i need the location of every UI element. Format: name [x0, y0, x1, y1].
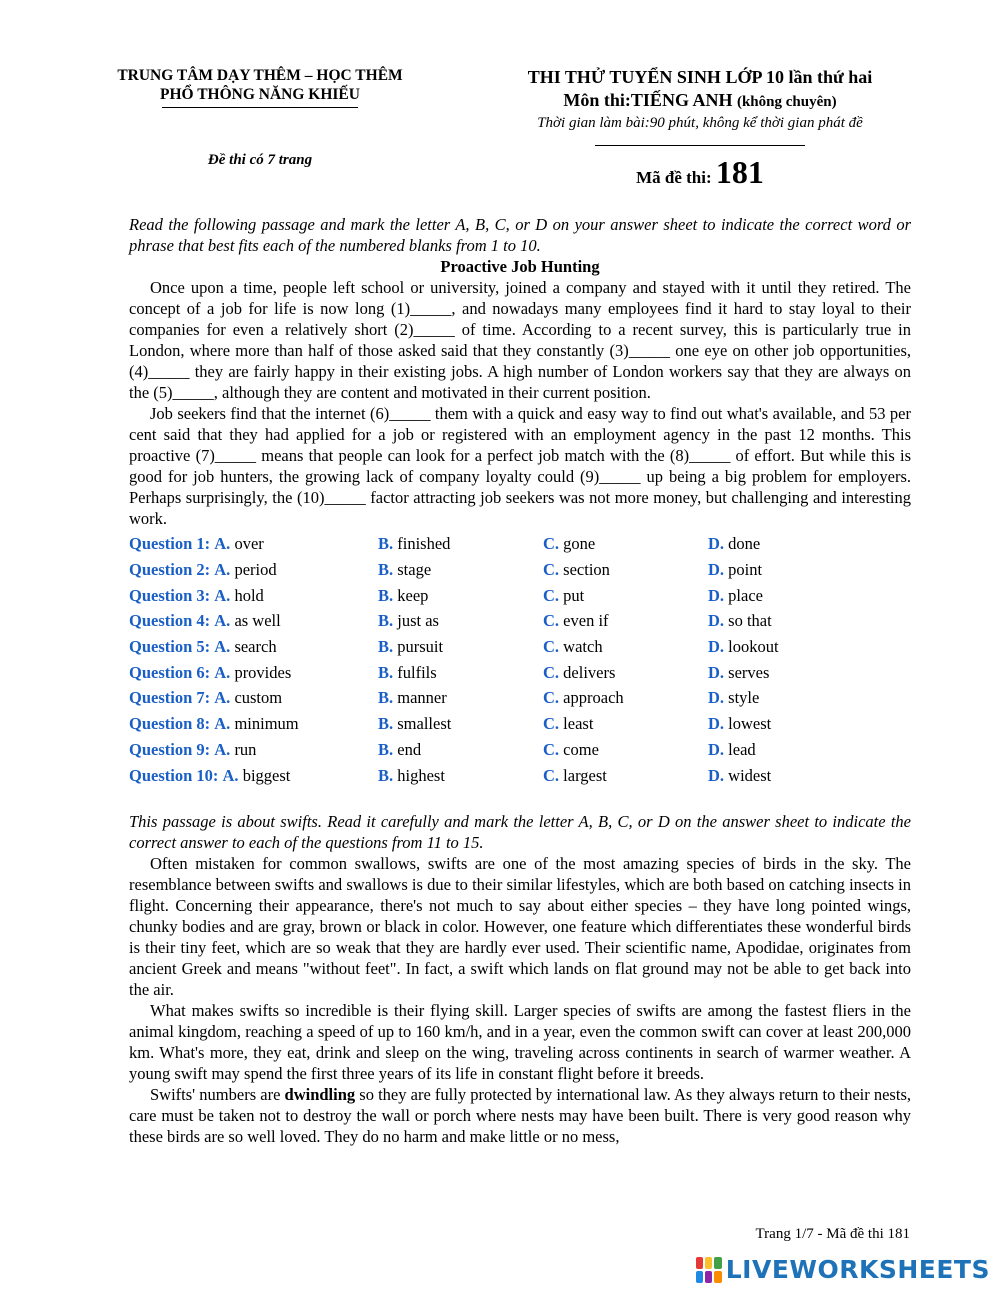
question-label: Question 6:	[129, 662, 211, 682]
option-text: custom	[234, 688, 283, 708]
option-c[interactable]	[543, 559, 708, 580]
option-a[interactable]	[129, 713, 378, 734]
option-text: stage	[397, 560, 432, 580]
option-b[interactable]	[378, 610, 543, 631]
question-label: Question 9:	[129, 739, 211, 759]
option-letter: C.	[543, 714, 560, 734]
question-row	[129, 531, 911, 557]
question-row	[129, 762, 911, 788]
question-row	[129, 685, 911, 711]
question-row	[129, 737, 911, 763]
option-text: just as	[397, 611, 439, 631]
option-letter: A.	[214, 714, 231, 734]
option-letter: B.	[378, 662, 394, 682]
question-label: Question 7:	[129, 688, 211, 708]
option-letter: A.	[214, 585, 231, 605]
option-text: largest	[563, 765, 607, 785]
exam-header	[480, 66, 920, 146]
option-letter: B.	[378, 560, 394, 580]
option-letter: B.	[378, 611, 394, 631]
option-b[interactable]	[378, 687, 543, 708]
exam-time: Thời gian làm bài:90 phút, không kể thời gian phát đề	[537, 115, 863, 131]
option-a[interactable]	[129, 533, 378, 554]
option-c[interactable]	[543, 713, 708, 734]
school-name-line2: PHỔ THÔNG NĂNG KHIẾU	[160, 86, 360, 103]
question-label: Question 2:	[129, 560, 211, 580]
option-letter: D.	[708, 714, 725, 734]
section1-instruction: Read the following passage and mark the letter A, B, C, or D on your answer sheet to indicate the correct word or phrase that best fits each of the numbered blanks from 1 to 10.	[129, 215, 911, 255]
option-d[interactable]	[708, 559, 908, 580]
option-b[interactable]	[378, 559, 543, 580]
option-text: put	[563, 585, 585, 605]
question-row	[129, 711, 911, 737]
option-d[interactable]	[708, 585, 908, 606]
option-letter: C.	[543, 688, 560, 708]
exam-content	[129, 214, 911, 1147]
option-text: lead	[728, 739, 756, 759]
option-text: search	[234, 637, 277, 657]
passage1-paragraph2: Job seekers find that the internet (6)_____ them with a quick and easy way to find out what's available, and 53 per cent said that they had applied for a job or registered with an employment agency in the past 12 months. This proactive (7)_____ means that people can look for a perfect job match with the (8)_____ of effort. But while this is good for job hunters, the growing lack of company loyalty could (9)_____ up being a big problem for employers. Perhaps surprisingly, the (10)_____ factor attracting job seekers was not more money, but challenging and interesting work.	[129, 404, 911, 528]
logo-tile	[696, 1257, 703, 1269]
option-text: gone	[563, 534, 596, 554]
option-letter: D.	[708, 637, 725, 657]
option-letter: D.	[708, 765, 725, 785]
section2-instruction: This passage is about swifts. Read it carefully and mark the letter A, B, C, or D on the answer sheet to indicate the correct answer to each of the questions from 11 to 15.	[129, 811, 911, 852]
option-text: lookout	[728, 637, 779, 657]
exam-code-label: Mã đề thi:	[636, 168, 716, 187]
option-letter: B.	[378, 534, 394, 554]
option-text: point	[728, 560, 763, 580]
option-letter: C.	[543, 611, 560, 631]
passage2-paragraph2: What makes swifts so incredible is their flying skill. Larger species of swifts are among the fastest fliers in the animal kingdom, reaching a speed of up to 160 km/h, and in a year, even the common swift can cover at least 200,000 km. What's more, they eat, drink and sleep on the wing, traveling across continents in search of warmer weather. A young swift may spend the first three years of its life in constant flight before it breeds.	[129, 1000, 911, 1083]
option-letter: A.	[214, 688, 231, 708]
option-a[interactable]	[129, 559, 378, 580]
option-text: least	[563, 714, 594, 734]
option-letter: A.	[214, 611, 231, 631]
option-text: even if	[563, 611, 609, 631]
option-text: done	[728, 534, 761, 554]
question-label: Question 1:	[129, 534, 211, 554]
option-letter: D.	[708, 560, 725, 580]
question-label: Question 4:	[129, 611, 211, 631]
option-text: run	[234, 739, 257, 759]
option-a[interactable]	[129, 636, 378, 657]
option-letter: A.	[214, 637, 231, 657]
passage2-paragraph1: Often mistaken for common swallows, swifts are one of the most amazing species of birds in the sky. The resemblance between swifts and swallows is due to their similar lifestyles, which are both based on catching insects in flight. Concerning their appearance, there's not much to say about either species – they have long pointed wings, chunky bodies and are gray, brown or black in color. However, one feature which differentiates these wonderful birds is their tiny feet, which are so weak that they are hardly ever used. Their scientific name, Apodidae, originates from ancient Greek and means "without feet". In fact, a swift which lands on flat ground may not be able to get back into the air.	[129, 853, 911, 999]
option-text: place	[728, 585, 763, 605]
option-b[interactable]	[378, 765, 543, 786]
liveworksheets-brand[interactable]	[696, 1255, 990, 1284]
option-text: pursuit	[397, 637, 444, 657]
option-letter: A.	[222, 765, 239, 785]
option-text: so that	[728, 611, 772, 631]
option-text: finished	[397, 534, 451, 554]
option-text: period	[234, 560, 277, 580]
option-d[interactable]	[708, 533, 908, 554]
option-text: minimum	[234, 714, 299, 734]
option-text: fulfils	[397, 662, 437, 682]
passage1-paragraph1: Once upon a time, people left school or university, joined a company and stayed with it until they retired. The concept of a job for life is now long (1)_____, and nowadays many employees find it hard to stay loyal to their companies for even a relatively short (2)_____ of time. According to a recent survey, this is particularly true in London, where more than half of those asked said that they constantly (3)_____ one eye on other job opportunities, (4)_____ they are fairly happy in their existing jobs. A high number of London workers say that they are always on the (5)_____, although they are content and motivated in their current position.	[129, 278, 911, 402]
option-b[interactable]	[378, 662, 543, 683]
option-letter: B.	[378, 739, 394, 759]
option-b[interactable]	[378, 739, 543, 760]
option-letter: B.	[378, 765, 394, 785]
option-a[interactable]	[129, 739, 378, 760]
question-label: Question 8:	[129, 714, 211, 734]
option-c[interactable]	[543, 662, 708, 683]
option-letter: D.	[708, 534, 725, 554]
option-text: hold	[234, 585, 264, 605]
option-c[interactable]	[543, 585, 708, 606]
paragraph3-rest: so they are fully protected by international law. As they always return to their nests, care must be taken not to destroy the wall or porch where nests may have been built. There is very good reason why these birds are so well loved. They do no harm and make little or no mess,	[129, 1084, 911, 1146]
option-c[interactable]	[543, 687, 708, 708]
option-letter: A.	[214, 560, 231, 580]
question-row	[129, 659, 911, 685]
option-a[interactable]	[129, 765, 378, 786]
option-text: provides	[234, 662, 292, 682]
option-letter: A.	[214, 662, 231, 682]
school-name-line1: TRUNG TÂM DẠY THÊM – HỌC THÊM	[117, 67, 403, 84]
option-d[interactable]	[708, 687, 908, 708]
exam-title: THI THỬ TUYỂN SINH LỚP 10 lần thứ hai	[527, 67, 873, 87]
option-text: style	[728, 688, 760, 708]
question-row	[129, 608, 911, 634]
option-letter: D.	[708, 611, 725, 631]
section-spacer	[129, 788, 911, 811]
question-list	[129, 531, 911, 788]
logo-tile	[696, 1271, 703, 1283]
option-c[interactable]	[543, 610, 708, 631]
option-text: delivers	[563, 662, 616, 682]
option-d[interactable]	[708, 610, 908, 631]
option-letter: D.	[708, 688, 725, 708]
option-text: over	[234, 534, 264, 554]
exam-code	[480, 154, 920, 191]
option-letter: A.	[214, 739, 231, 759]
option-text: come	[563, 739, 599, 759]
passage-title: Proactive Job Hunting	[440, 257, 600, 276]
option-c[interactable]	[543, 765, 708, 786]
option-letter: B.	[378, 637, 394, 657]
option-text: smallest	[397, 714, 452, 734]
option-text: biggest	[242, 765, 291, 785]
option-b[interactable]	[378, 713, 543, 734]
exam-subject	[480, 89, 920, 113]
passage2-paragraph3	[129, 1084, 911, 1147]
question-label: Question 3:	[129, 585, 211, 605]
option-letter: C.	[543, 739, 560, 759]
option-a[interactable]	[129, 585, 378, 606]
option-letter: C.	[543, 765, 560, 785]
highlighted-word: dwindling	[284, 1084, 356, 1104]
option-text: lowest	[728, 714, 772, 734]
option-d[interactable]	[708, 636, 908, 657]
option-d[interactable]	[708, 765, 908, 786]
option-text: keep	[397, 585, 429, 605]
option-letter: D.	[708, 585, 725, 605]
option-b[interactable]	[378, 533, 543, 554]
option-letter: B.	[378, 714, 394, 734]
option-letter: D.	[708, 662, 725, 682]
option-text: widest	[728, 765, 772, 785]
page-count-note: Đề thi có 7 trang	[207, 152, 313, 168]
option-letter: C.	[543, 585, 560, 605]
option-text: highest	[397, 765, 445, 785]
logo-tile	[705, 1257, 712, 1269]
brand-wordmark: LIVEWORKSHEETS	[725, 1255, 990, 1284]
exam-subject-note: (không chuyên)	[736, 94, 837, 110]
question-row	[129, 582, 911, 608]
option-text: serves	[728, 662, 770, 682]
option-c[interactable]	[543, 739, 708, 760]
option-d[interactable]	[708, 713, 908, 734]
exam-subject-name: Môn thi:TIẾNG ANH	[563, 90, 737, 110]
option-letter: D.	[708, 739, 725, 759]
option-text: as well	[234, 611, 281, 631]
question-row	[129, 557, 911, 583]
option-text: section	[563, 560, 610, 580]
option-letter: C.	[543, 637, 560, 657]
option-c[interactable]	[543, 533, 708, 554]
school-header	[100, 66, 420, 108]
option-b[interactable]	[378, 636, 543, 657]
exam-code-value: 181	[715, 154, 764, 190]
header-divider-left	[162, 107, 358, 108]
option-c[interactable]	[543, 636, 708, 657]
header-divider-right	[595, 145, 805, 146]
option-a[interactable]	[129, 687, 378, 708]
logo-tile	[714, 1271, 721, 1283]
option-a[interactable]	[129, 662, 378, 683]
logo-tile	[714, 1257, 721, 1269]
option-letter: C.	[543, 534, 560, 554]
option-text: watch	[563, 637, 603, 657]
option-letter: B.	[378, 688, 394, 708]
question-row	[129, 634, 911, 660]
option-b[interactable]	[378, 585, 543, 606]
option-text: manner	[397, 688, 447, 708]
option-a[interactable]	[129, 610, 378, 631]
paragraph3-start: Swifts' numbers are	[150, 1084, 285, 1104]
option-text: approach	[563, 688, 624, 708]
option-d[interactable]	[708, 739, 908, 760]
option-letter: C.	[543, 662, 560, 682]
option-letter: A.	[214, 534, 231, 554]
question-label: Question 10:	[129, 765, 219, 785]
option-letter: C.	[543, 560, 560, 580]
question-label: Question 5:	[129, 637, 211, 657]
liveworksheets-logo-icon	[696, 1257, 722, 1283]
option-text: end	[397, 739, 422, 759]
logo-tile	[705, 1271, 712, 1283]
option-d[interactable]	[708, 662, 908, 683]
option-letter: B.	[378, 585, 394, 605]
page-footer: Trang 1/7 - Mã đề thi 181	[755, 1226, 910, 1242]
